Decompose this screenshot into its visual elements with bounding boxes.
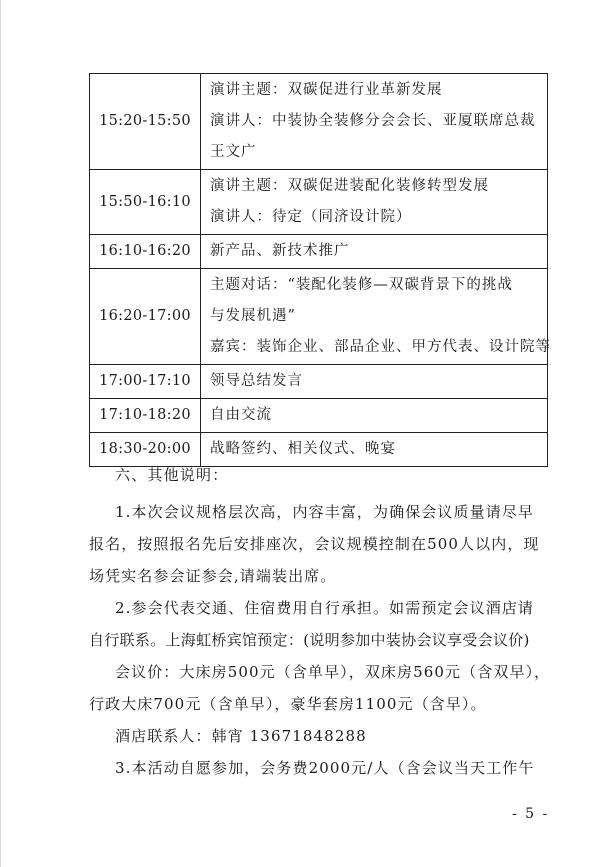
paragraph-line: 会议价：大床房500元（含单早），双床房560元（含双早）， bbox=[115, 663, 551, 681]
content-line: 演讲人：待定（同济设计院） bbox=[210, 209, 412, 225]
content-cell bbox=[201, 170, 548, 235]
content-line: 主题对话：“装配化装修—双碳背景下的挑战 bbox=[210, 277, 513, 293]
table-row bbox=[90, 399, 548, 433]
paragraph-line: 3.本活动自愿参加，会务费2000元/人（含会议当天工作午 bbox=[115, 759, 535, 777]
paragraph-line: 报名，按照报名先后安排座次，会议规模控制在500人以内，现 bbox=[89, 535, 540, 553]
table-row bbox=[90, 433, 548, 467]
content-line: 演讲主题：双碳促进行业革新发展 bbox=[210, 82, 443, 98]
content-cell bbox=[201, 74, 548, 170]
content-line: 嘉宾：装饰企业、部品企业、甲方代表、设计院等 bbox=[210, 339, 551, 355]
content-cell bbox=[201, 365, 548, 399]
content-line: 与发展机遇” bbox=[210, 308, 296, 324]
note-item-3 bbox=[89, 752, 549, 784]
table-row bbox=[90, 365, 548, 399]
content-cell bbox=[201, 433, 548, 467]
table-row bbox=[90, 235, 548, 269]
content-line: 新产品、新技术推广 bbox=[210, 243, 350, 259]
content-line: 领导总结发言 bbox=[210, 373, 303, 389]
time-cell: 15:20-15:50 bbox=[90, 74, 201, 170]
time-cell: 15:50-16:10 bbox=[90, 170, 201, 235]
page-number: - 5 - bbox=[512, 806, 550, 822]
content-line: 战略签约、相关仪式、晚宴 bbox=[210, 441, 396, 457]
hotel-contact bbox=[89, 720, 549, 752]
hotel-prices bbox=[89, 656, 549, 720]
time-cell: 16:10-16:20 bbox=[90, 235, 201, 269]
contact-line: 酒店联系人：韩宵 13671848288 bbox=[115, 727, 367, 745]
paragraph-line: 行政大床700元（含单早），豪华套房1100元（含早）。 bbox=[89, 695, 487, 713]
time-cell: 17:00-17:10 bbox=[90, 365, 201, 399]
note-item-2 bbox=[89, 592, 549, 656]
note-item-1 bbox=[89, 496, 549, 592]
time-cell: 18:30-20:00 bbox=[90, 433, 201, 467]
table-row bbox=[90, 170, 548, 235]
page-edge bbox=[0, 0, 1, 867]
table-row bbox=[90, 74, 548, 170]
time-cell: 16:20-17:00 bbox=[90, 269, 201, 365]
paragraph-line: 场凭实名参会证参会,请端装出席。 bbox=[89, 567, 337, 585]
content-line: 王文广 bbox=[210, 144, 257, 160]
paragraph-line: 1.本次会议规格层次高，内容丰富，为确保会议质量请尽早 bbox=[115, 503, 535, 521]
table-row bbox=[90, 269, 548, 365]
content-line: 演讲人：中装协全装修分会会长、亚厦联席总裁 bbox=[210, 113, 536, 129]
section-heading-other-notes: 六、其他说明： bbox=[115, 466, 229, 484]
content-cell bbox=[201, 399, 548, 433]
content-cell bbox=[201, 269, 551, 365]
schedule-table bbox=[89, 73, 551, 467]
content-cell bbox=[201, 235, 548, 269]
paragraph-line: 2.参会代表交通、住宿费用自行承担。如需预定会议酒店请 bbox=[115, 599, 535, 617]
time-cell: 17:10-18:20 bbox=[90, 399, 201, 433]
content-line: 演讲主题：双碳促进装配化装修转型发展 bbox=[210, 178, 489, 194]
content-line: 自由交流 bbox=[210, 407, 272, 423]
paragraph-line: 自行联系。上海虹桥宾馆预定：(说明参加中装协会议享受会议价) bbox=[89, 631, 530, 649]
